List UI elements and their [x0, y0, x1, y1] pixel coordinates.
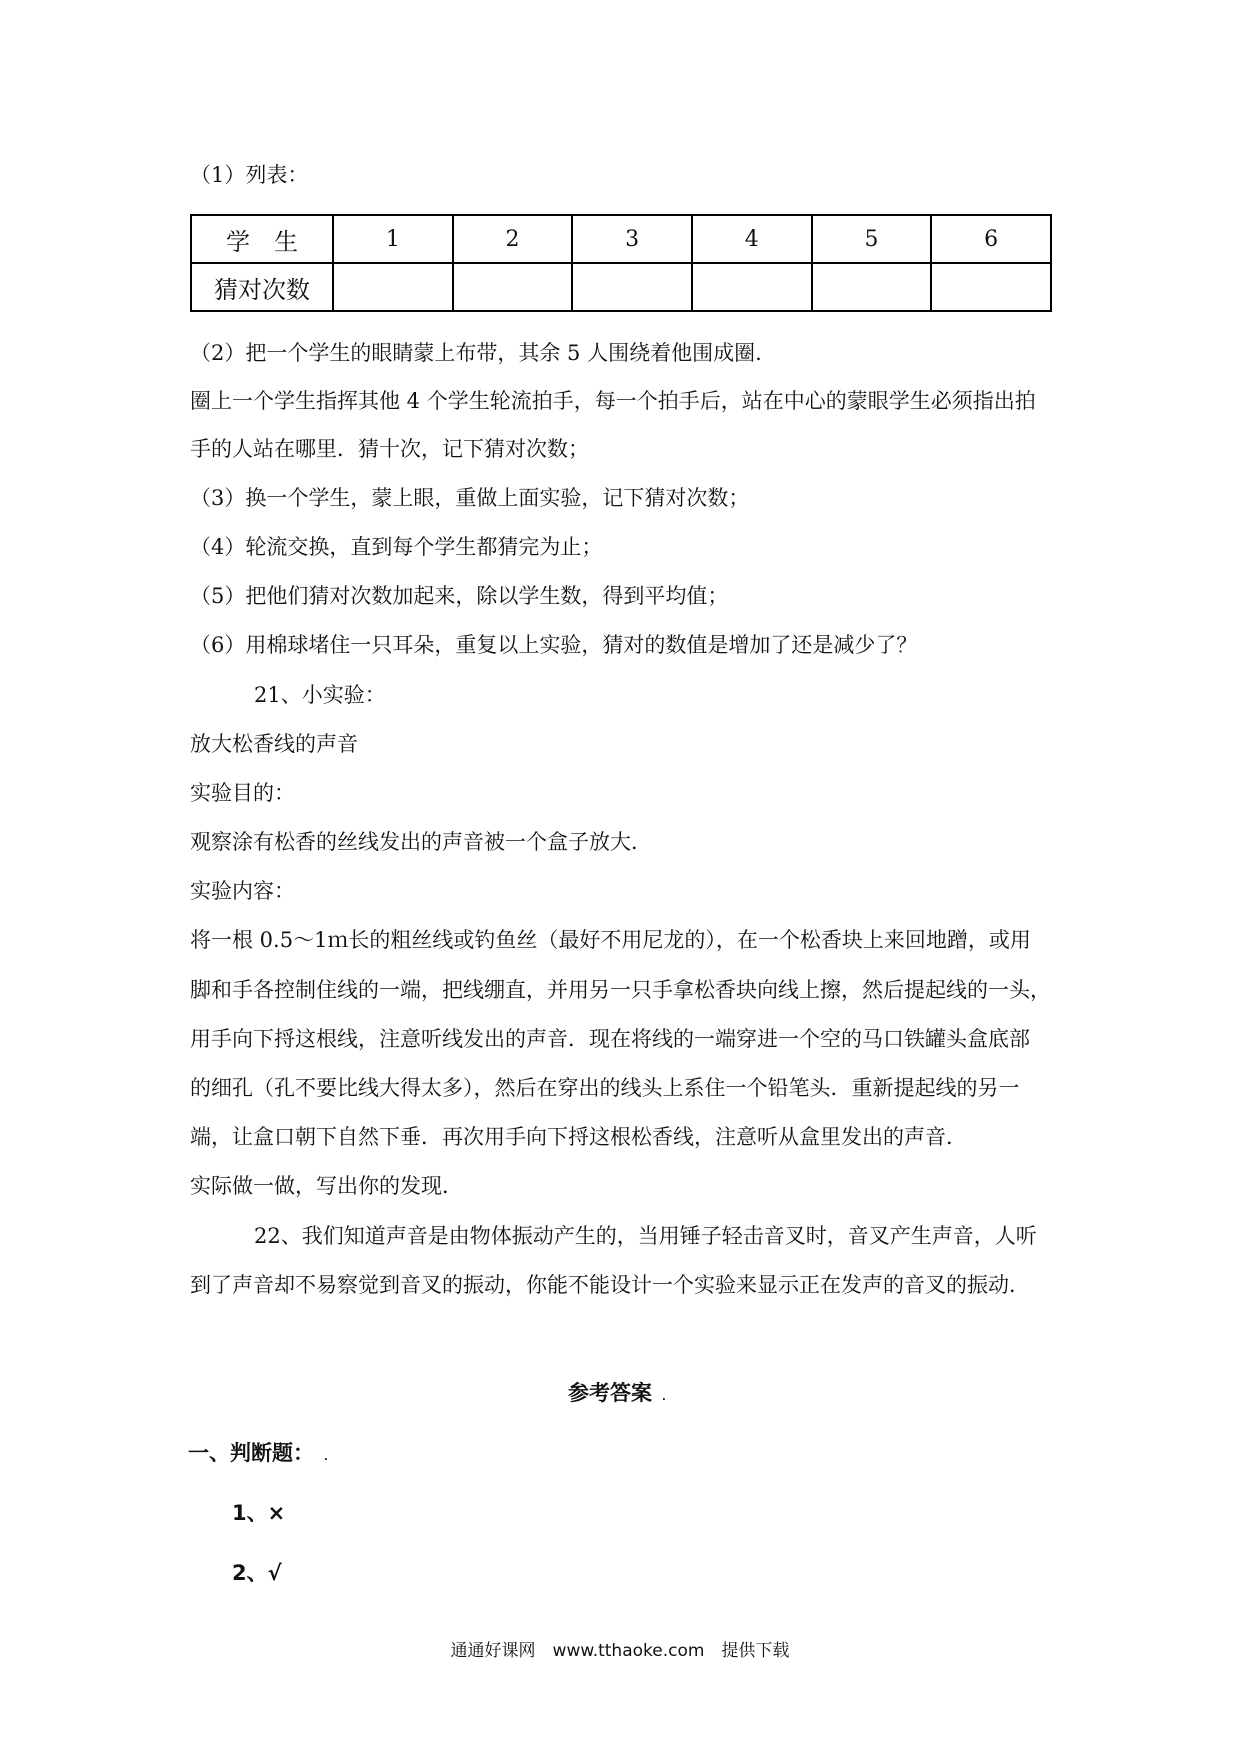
- paragraph-line: （4）轮流交换，直到每个学生都猜完为止；: [190, 535, 603, 559]
- table-header-cell: 3: [572, 215, 692, 263]
- table-cell: [333, 263, 453, 311]
- table-cell: [812, 263, 932, 311]
- answer-item: 1、×: [232, 1501, 286, 1525]
- paragraph-line: 用手向下捋这根线，注意听线发出的声音．现在将线的一端穿进一个空的马口铁罐头盒底部: [190, 1027, 1030, 1051]
- scan-dot: .: [662, 1392, 666, 1403]
- table-cell: [453, 263, 573, 311]
- paragraph-line: 实际做一做，写出你的发现．: [190, 1174, 463, 1198]
- paragraph-line: 手的人站在哪里．猜十次，记下猜对次数；: [190, 437, 589, 461]
- paragraph-line: （5）把他们猜对次数加起来，除以学生数，得到平均值；: [190, 584, 729, 608]
- paragraph-line: 圈上一个学生指挥其他 4 个学生轮流拍手，每一个拍手后，站在中心的蒙眼学生必须指出拍: [190, 389, 1036, 413]
- paragraph-line: 脚和手各控制住线的一端，把线绷直，并用另一只手拿松香块向线上擦，然后提起线的一头，: [190, 978, 1051, 1002]
- table-header-cell: 6: [931, 215, 1051, 263]
- paragraph-line: （3）换一个学生，蒙上眼，重做上面实验，记下猜对次数；: [190, 486, 750, 510]
- footer-download-notice: 通通好课网 www.tthaoke.com 提供下载: [450, 1641, 790, 1661]
- answers-section-title: [188, 1438, 328, 1473]
- question-21-title: 21、小实验：: [254, 683, 386, 707]
- guess-count-table: [190, 214, 1052, 312]
- table-cell: [692, 263, 812, 311]
- section-1-label: （1）列表：: [190, 163, 309, 187]
- paragraph-line: （6）用棉球堵住一只耳朵，重复以上实验，猜对的数值是增加了还是减少了？: [190, 633, 918, 657]
- paragraph-line: 放大松香线的声音: [190, 732, 358, 756]
- paragraph-line: 端，让盒口朝下自然下垂．再次用手向下捋这根松香线，注意听从盒里发出的声音．: [190, 1125, 967, 1149]
- table-header-label: 学 生: [191, 215, 333, 263]
- table-header-cell: 5: [812, 215, 932, 263]
- table-header-cell: 4: [692, 215, 812, 263]
- scan-dot: .: [324, 1452, 328, 1463]
- paragraph-line: 观察涂有松香的丝线发出的声音被一个盒子放大．: [190, 830, 652, 854]
- answer-item: 2、√: [232, 1561, 282, 1585]
- table-header-cell: 2: [453, 215, 573, 263]
- paragraph-line: （2）把一个学生的眼睛蒙上布带，其余 5 人围绕着他围成圈.: [190, 341, 762, 365]
- table-header-row: [191, 215, 1051, 263]
- table-header-cell: 1: [333, 215, 453, 263]
- paragraph-line: 实验内容：: [190, 879, 295, 903]
- table-cell: [572, 263, 692, 311]
- table-row-label: 猜对次数: [191, 263, 333, 311]
- answers-section-text: 一、判断题：: [188, 1441, 314, 1465]
- paragraph-line: 实验目的：: [190, 781, 295, 805]
- answers-title-text: 参考答案: [568, 1381, 652, 1405]
- paragraph-line: 的细孔（孔不要比线大得太多），然后在穿出的线头上系住一个铅笔头．重新提起线的另一: [190, 1076, 1020, 1100]
- question-22-line: 22、我们知道声音是由物体振动产生的，当用锤子轻击音叉时，音叉产生声音，人听: [254, 1224, 1037, 1248]
- answers-title: [568, 1378, 666, 1413]
- table-row: [191, 263, 1051, 311]
- paragraph-line: 将一根 0.5～1ｍ长的粗丝线或钓鱼丝（最好不用尼龙的），在一个松香块上来回地蹭，或用: [190, 928, 1031, 952]
- table-cell: [931, 263, 1051, 311]
- question-22-line: 到了声音却不易察觉到音叉的振动，你能不能设计一个实验来显示正在发声的音叉的振动．: [190, 1273, 1030, 1297]
